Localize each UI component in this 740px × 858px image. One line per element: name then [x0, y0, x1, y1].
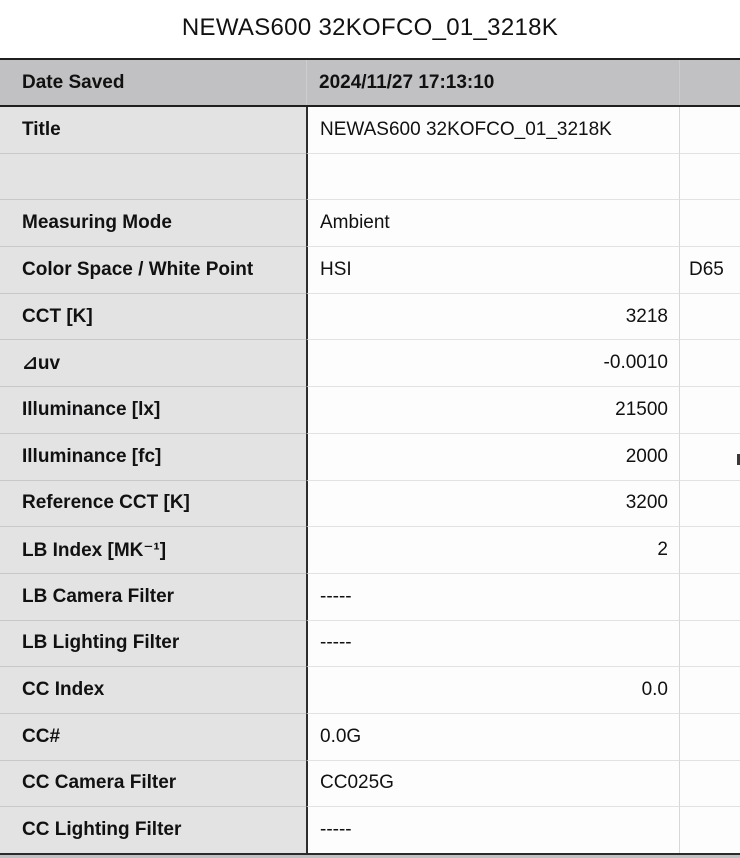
- table-rows: [0, 107, 740, 854]
- row-label[interactable]: Illuminance [fc]: [0, 434, 306, 481]
- table-row: [0, 714, 740, 761]
- page-title: NEWAS600 32KOFCO_01_3218K: [181, 14, 559, 41]
- table-row: [0, 481, 740, 528]
- table-row: [0, 807, 740, 854]
- row-label[interactable]: Reference CCT [K]: [0, 481, 306, 528]
- row-value-3[interactable]: [679, 527, 740, 574]
- row-value-3[interactable]: [679, 154, 740, 201]
- row-value-3[interactable]: [679, 621, 740, 668]
- row-label[interactable]: CC Index: [0, 667, 306, 714]
- table-row: [0, 387, 740, 434]
- table-row: [0, 200, 740, 247]
- row-value-3[interactable]: [679, 107, 740, 154]
- table-header-row: [0, 60, 740, 107]
- row-value[interactable]: HSI: [306, 247, 679, 294]
- row-label[interactable]: Measuring Mode: [0, 200, 306, 247]
- row-value[interactable]: -----: [306, 621, 679, 668]
- table-row: [0, 434, 740, 481]
- row-value[interactable]: CC025G: [306, 761, 679, 808]
- row-label[interactable]: ⊿uv: [0, 340, 306, 387]
- header-extra-cell[interactable]: [679, 60, 740, 105]
- table-row: [0, 667, 740, 714]
- row-value-3[interactable]: [679, 761, 740, 808]
- row-value[interactable]: 2000: [306, 434, 679, 481]
- row-label[interactable]: CCT [K]: [0, 294, 306, 341]
- row-value[interactable]: 2: [306, 527, 679, 574]
- row-label[interactable]: CC Camera Filter: [0, 761, 306, 808]
- row-value-3[interactable]: [679, 481, 740, 528]
- row-value[interactable]: 0.0: [306, 667, 679, 714]
- table-row: [0, 107, 740, 154]
- table-row: [0, 574, 740, 621]
- row-value[interactable]: -----: [306, 574, 679, 621]
- row-value[interactable]: 3218: [306, 294, 679, 341]
- row-value-3[interactable]: [679, 434, 740, 481]
- table-row: [0, 340, 740, 387]
- row-value-3[interactable]: [679, 294, 740, 341]
- row-label[interactable]: [0, 154, 306, 201]
- row-label[interactable]: CC Lighting Filter: [0, 807, 306, 854]
- header-label-date-saved[interactable]: Date Saved: [22, 71, 125, 93]
- row-value-3[interactable]: [679, 667, 740, 714]
- row-value-3[interactable]: [679, 340, 740, 387]
- row-label[interactable]: LB Camera Filter: [0, 574, 306, 621]
- table-row: [0, 294, 740, 341]
- table-row: [0, 154, 740, 201]
- row-label[interactable]: LB Lighting Filter: [0, 621, 306, 668]
- table-row: [0, 527, 740, 574]
- row-value[interactable]: 21500: [306, 387, 679, 434]
- table-row: [0, 761, 740, 808]
- row-value-3[interactable]: [679, 807, 740, 854]
- row-value-3[interactable]: [679, 200, 740, 247]
- measurement-table: [0, 58, 740, 854]
- row-label[interactable]: Title: [0, 107, 306, 154]
- row-label[interactable]: Illuminance [lx]: [0, 387, 306, 434]
- row-label[interactable]: LB Index [MK⁻¹]: [0, 527, 306, 574]
- row-value[interactable]: Ambient: [306, 200, 679, 247]
- row-value-3[interactable]: [679, 714, 740, 761]
- row-value[interactable]: 0.0G: [306, 714, 679, 761]
- row-value-3[interactable]: [679, 387, 740, 434]
- next-section-edge: [0, 853, 740, 858]
- row-label[interactable]: CC#: [0, 714, 306, 761]
- row-label[interactable]: Color Space / White Point: [0, 247, 306, 294]
- table-row: [0, 247, 740, 294]
- row-value[interactable]: NEWAS600 32KOFCO_01_3218K: [306, 107, 679, 154]
- row-value[interactable]: [306, 154, 679, 201]
- row-value[interactable]: 3200: [306, 481, 679, 528]
- table-row: [0, 621, 740, 668]
- row-value-3[interactable]: D65: [679, 247, 740, 294]
- row-value-3[interactable]: [679, 574, 740, 621]
- row-value[interactable]: -0.0010: [306, 340, 679, 387]
- header-value-date-saved[interactable]: 2024/11/27 17:13:10: [306, 60, 679, 105]
- row-value[interactable]: -----: [306, 807, 679, 854]
